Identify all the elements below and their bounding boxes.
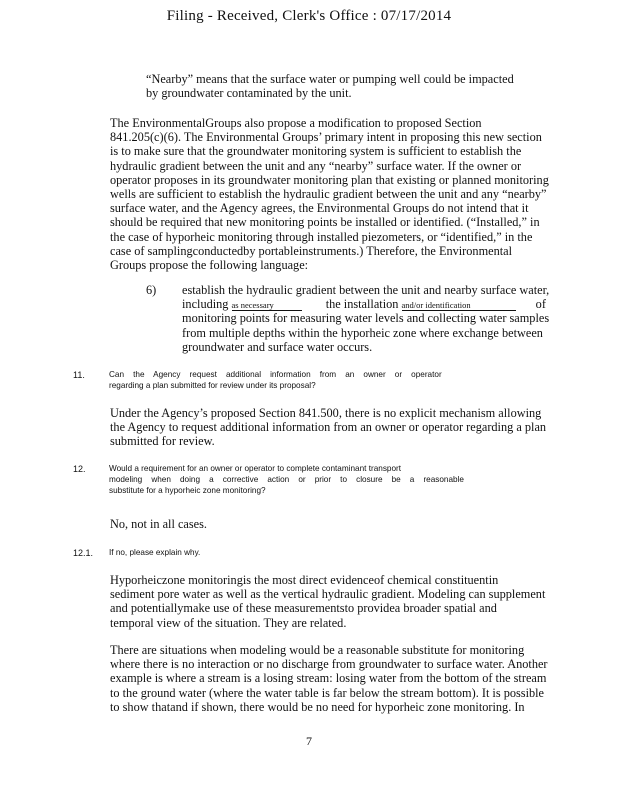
page-number: 7 [306, 734, 312, 748]
text-line: hydraulic gradient between the unit and any “nearby” surface water. If the owner or [110, 158, 522, 173]
text-fragment: of [535, 297, 546, 312]
answer-12: No, not in all cases. [110, 517, 207, 531]
question-line: Would a requirement for an owner or operator to complete contaminant transport [109, 464, 402, 473]
text-line: Hyporheiczone monitoringis the most direct evidenceof chemical constituentin [110, 573, 499, 587]
text-line: to the ground water (where the water table is far below the stream bottom). It is possible [110, 685, 545, 700]
text-line: where there is no interaction or no discharge from groundwater to surface water. Another [110, 657, 548, 672]
proposed-language-item-6 [182, 283, 592, 354]
answer-12-1-paragraph-1 [110, 573, 600, 630]
inserted-text-as-necessary: as necessary [232, 301, 302, 311]
text-line: should be required that new monitoring points be installed or identified. (“Installed,” in [110, 215, 540, 230]
question-line: regarding a plan submitted for review under its proposal? [109, 381, 316, 390]
text-line: case of samplingconductedby portableinstruments.) Therefore, the Environmental [110, 243, 513, 258]
text-line: groundwater and surface water occurs. [182, 339, 373, 354]
answer-12-1-paragraph-2 [110, 643, 605, 714]
text-fragment: including [182, 297, 229, 312]
filing-header: Filing - Received, Clerk's Office : 07/17/2014 [166, 8, 452, 24]
text-line: example is where a stream is a losing stream: losing water from the bottom of the stream [110, 671, 547, 686]
question-12 [109, 463, 529, 496]
text-fragment: the installation [325, 297, 399, 312]
text-line: wells are sufficient to establish the hydraulic gradient between the unit and any “nearby” [110, 187, 547, 202]
text-line: temporal view of the situation. They are related. [110, 615, 347, 630]
text-line: the case of hyporheic monitoring through installed piezometers, or “identified,” in the [110, 229, 533, 244]
inserted-text-and-or-identification: and/or identification [402, 301, 516, 311]
text-line: to show thatand if shown, there would be no need for hyporheic zone monitoring. In [110, 699, 525, 714]
text-line: Groups propose the following language: [110, 258, 309, 273]
text-line: monitoring points for measuring water levels and collecting water samples [182, 311, 550, 326]
text-line: The EnvironmentalGroups also propose a modification to proposed Section [110, 116, 482, 130]
question-12-1: If no, please explain why. [109, 548, 201, 557]
question-line: Can the Agency request additional information from an owner or operator [109, 370, 442, 379]
text-line: is to make sure that the groundwater monitoring system is sufficient to establish the [110, 144, 522, 159]
question-12-number: 12. [73, 464, 86, 474]
nearby-definition [146, 72, 514, 100]
text-line: operator proposes in its groundwater monitoring plan that existing or planned monitoring [110, 172, 549, 187]
text-line: There are situations when modeling would be a reasonable substitute for monitoring [110, 643, 525, 657]
question-11 [109, 369, 529, 391]
text-line: from multiple depths within the hyporheic zone where exchange between [182, 325, 543, 340]
question-line: substitute for a hyporheic zone monitoring? [109, 486, 266, 495]
answer-11 [110, 406, 600, 449]
item-6-number: 6) [146, 283, 157, 297]
text-line: Under the Agency’s proposed Section 841.500, there is no explicit mechanism allowing [110, 406, 542, 420]
text-line: establish the hydraulic gradient between the unit and nearby surface water, [182, 283, 550, 297]
question-12-1-number: 12.1. [73, 548, 94, 558]
question-line: modeling when doing a corrective action or prior to closure be a reasonable [109, 475, 464, 484]
text-line: submitted for review. [110, 434, 215, 449]
text-line: and potentiallymake use of these measurementsto providea broader spatial and [110, 601, 497, 616]
text-line: by groundwater contaminated by the unit. [146, 86, 352, 101]
text-line: sediment pore water as well as the vertical hydraulic gradient. Modeling can supplement [110, 587, 546, 602]
text-line: 841.205(c)(6). The Environmental Groups’ primary intent in proposing this new section [110, 130, 542, 145]
question-11-number: 11. [73, 370, 85, 380]
text-line: the Agency to request additional information from an owner or operator regarding a plan [110, 420, 547, 435]
environmental-groups-paragraph [110, 116, 590, 272]
text-line-with-insertions [182, 297, 592, 311]
text-line: “Nearby” means that the surface water or pumping well could be impacted [146, 72, 514, 86]
text-line: surface water, and the Agency agrees, the Environmental Groups do not intend that it [110, 201, 529, 216]
